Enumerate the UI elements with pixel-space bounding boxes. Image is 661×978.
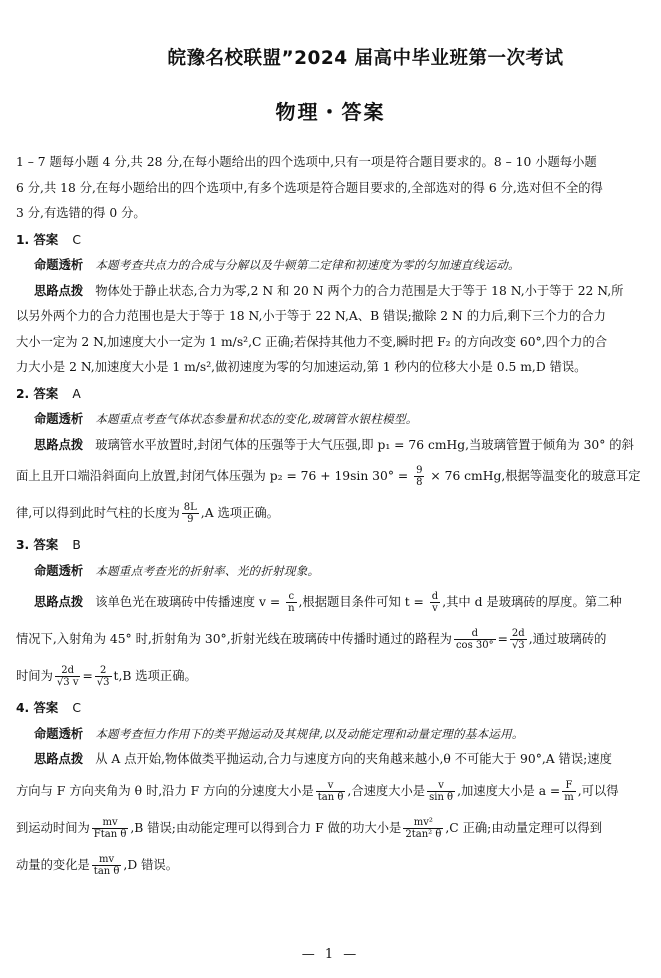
analysis-label: 命题透析 [34, 726, 84, 741]
scoring-intro [16, 150, 647, 227]
intro-line: 1 – 7 题每小题 4 分,共 28 分,在每小题给出的四个选项中,只有一项是符合题目要求的。8 – 10 小题每小题 [16, 155, 597, 169]
hint-text: 力大小是 2 N,加速度大小是 1 m/s²,做初速度为零的匀加速运动,第 1 秒内的位移大小是 0.5 m,D 错误。 [16, 360, 587, 374]
question-2 [16, 382, 647, 533]
fraction: $\frac{mv}{\text{Ftan θ}}$ [93, 816, 127, 840]
hint-text: 物体处于静止状态,合力为零,2 N 和 20 N 两个力的合力范围是大于等于 18 N,小于等于 22 N,所 [95, 283, 624, 298]
fraction: $\frac{d}{\cos 30^\circ}$ [455, 628, 494, 651]
answer-label: 答案 [33, 538, 59, 552]
hint-label: 思路点拨 [34, 595, 84, 609]
fraction: $\frac{8L}{9}$ [183, 502, 197, 525]
fraction: $\frac{2d}{√3}$ [511, 628, 525, 651]
question-4 [16, 696, 647, 884]
fraction: $\frac{2d}{√3 v}$ [56, 665, 79, 688]
fraction: $\frac{F}{m}$ [564, 779, 574, 803]
hint-text: 时间为 $\frac{2d}{√3 v}$ = $\frac{2}{√3}$ t,B 选项正确。 [16, 665, 197, 688]
hint-label: 思路点拨 [34, 437, 84, 452]
question-number: 4. [16, 701, 30, 715]
fraction: $\frac{v}{\text{sin θ}}$ [429, 779, 454, 803]
analysis-text: 本题考查共点力的合成与分解以及牛顿第二定律和初速度为零的匀加速直线运动。 [95, 258, 520, 272]
fraction: $\frac{c}{n}$ [288, 591, 295, 614]
hint-text: 方向与 F 方向夹角为 θ 时,沿力 F 方向的分速度大小是 $\frac{v}{\text{tan θ}}$ ,合速度大小是 $\frac{v}{\text{sin θ}}$ ,加速度大小是 a = $\frac{F}{m}$ ,可以得 [16, 779, 619, 803]
answer-label: 答案 [33, 386, 59, 401]
fraction: $\frac{mv}{\text{tan θ}}$ [93, 853, 120, 877]
hint-text: 面上且开口端沿斜面向上放置,封闭气体压强为 p₂ = 76 + 19sin 30° = $\frac{9}{8}$ × 76 cmHg,根据等温变化的玻意耳定 [16, 465, 641, 488]
hint-text: 情况下,入射角为 45° 时,折射角为 30°,折射光线在玻璃砖中传播时通过的路程为 $\frac{d}{\cos 30^\circ}$ = $\frac{2d}{√3}$ ,通过玻璃砖的 [16, 628, 607, 651]
exam-title: 皖豫名校联盟”2024 届高中毕业班第一次考试 [167, 48, 564, 69]
hint-text: 到运动时间为 $\frac{mv}{\text{Ftan θ}}$ ,B 错误;由动能定理可以得到合力 F 做的功大小是 $\frac{\text{mv²}}{\text{2tan² θ}}$ ,C 正确;由动量定理可以得到 [16, 816, 602, 840]
fraction: $\frac{9}{8}$ [416, 465, 423, 488]
answer-value: A [72, 386, 81, 401]
answer-value: B [72, 538, 81, 552]
analysis-text: 本题重点考查气体状态参量和状态的变化,玻璃管水银柱模型。 [95, 412, 418, 426]
answer-label: 答案 [33, 232, 59, 247]
fraction: $\frac{\text{mv²}}{\text{2tan² θ}}$ [405, 816, 442, 840]
answer-label: 答案 [33, 701, 59, 715]
question-number: 1. [16, 232, 30, 247]
hint-label: 思路点拨 [34, 752, 84, 766]
hint-text: 从 A 点开始,物体做类平抛运动,合力与速度方向的夹角越来越小,θ 不可能大于 90°,A 错误;速度 [95, 752, 612, 766]
analysis-label: 命题透析 [34, 258, 84, 272]
analysis-text: 本题考查恒力作用下的类平抛运动及其规律,以及动能定理和动量定理的基本运用。 [95, 726, 524, 741]
question-1 [16, 228, 647, 381]
answer-subtitle: 物理・答案 [275, 100, 386, 124]
hint-text: 以另外两个力的合力范围也是大于等于 18 N,小于等于 22 N,A、B 错误;撤除 2 N 的力后,剩下三个力的合力 [16, 309, 606, 323]
question-number: 3. [16, 538, 30, 552]
answer-value: C [72, 701, 81, 715]
intro-line: 6 分,共 18 分,在每小题给出的四个选项中,有多个选项是符合题目要求的,全部选对的得 6 分,选对但不全的得 [16, 180, 603, 195]
fraction: $\frac{v}{\text{tan θ}}$ [317, 779, 344, 803]
hint-text: 律,可以得到此时气柱的长度为 $\frac{8L}{9}$ ,A 选项正确。 [16, 502, 279, 525]
question-number: 2. [16, 386, 30, 401]
hint-text: 玻璃管水平放置时,封闭气体的压强等于大气压强,即 p₁ = 76 cmHg,当玻璃管置于倾角为 30° 的斜 [95, 437, 634, 452]
fraction: $\frac{2}{√3}$ [96, 665, 110, 688]
analysis-label: 命题透析 [34, 563, 84, 578]
hint-text: 动量的变化是 $\frac{mv}{\text{tan θ}}$ ,D 错误。 [16, 853, 178, 877]
answer-value: C [72, 232, 81, 247]
question-3: 3. 答案 B 命题透析 本题重点考查光的折射率、光的折射现象。 思路点拨 该单色光在玻璃砖中传播速度 v = $\frac{c}{n}$ ,根据题目条件可知 t = $\frac{d}{v}$ ,其中 d 是玻璃砖的厚度。第二种 情况下,入射角为 45° 时,折射角为 30°,折射光线在玻璃砖中传播时通过的路程为 $\frac{d}{\cos 30^\circ}$ = $\frac{2d}{√3}$ ,通过玻璃砖的 时间为 $\frac{2d}{√3 v}$ = $\frac{2}{√3}$ t,B 选项正确。 [16, 533, 647, 695]
fraction: $\frac{d}{v}$ [431, 591, 439, 614]
intro-line: 3 分,有选错的得 0 分。 [16, 206, 146, 220]
analysis-label: 命题透析 [34, 412, 84, 426]
hint-text: 大小一定为 2 N,加速度大小一定为 1 m/s²,C 正确;若保持其他力不变,瞬时把 F₂ 的方向改变 60°,四个力的合 [16, 334, 608, 349]
analysis-text: 本题重点考查光的折射率、光的折射现象。 [95, 563, 320, 578]
answer-content [16, 150, 647, 884]
hint-label: 思路点拨 [34, 283, 84, 298]
page-number: — 1 — [301, 947, 360, 962]
